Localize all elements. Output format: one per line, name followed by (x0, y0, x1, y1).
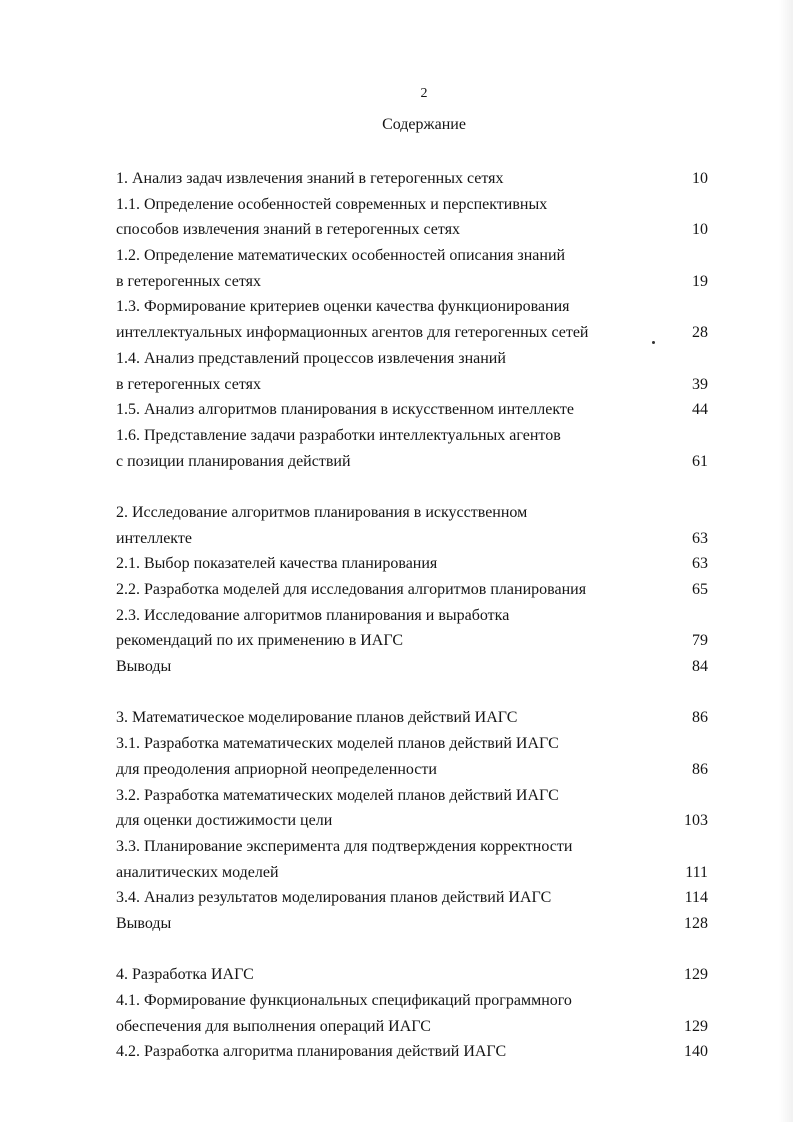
toc-page-number: 44 (692, 401, 708, 419)
toc-line (116, 654, 716, 680)
toc-entry-text: 2.3. Исследование алгоритмов планирования и выработка (116, 606, 510, 624)
toc-page-number: 10 (692, 170, 708, 187)
toc-entry-text: аналитических моделей (116, 863, 279, 881)
toc-line (116, 526, 716, 552)
toc-line (116, 860, 716, 886)
toc-entry-text: 3.3. Планирование эксперимента для подтверждения корректности (116, 837, 573, 855)
toc-line (116, 705, 716, 731)
toc-line (116, 962, 716, 988)
toc-page-number: 28 (692, 324, 708, 342)
toc-page-number: 63 (692, 555, 708, 573)
toc-page-number: 128 (684, 914, 708, 932)
toc-line (116, 372, 716, 398)
toc-line (116, 500, 716, 526)
toc-entry-text: Выводы (116, 914, 172, 932)
toc-page-number: 140 (684, 1043, 708, 1061)
toc-line (116, 320, 716, 346)
toc-entry-text: интеллекте (116, 529, 192, 547)
toc-entry-text: 1.3. Формирование критериев оценки качества функционирования (116, 298, 570, 316)
toc-entry-text: 4.1. Формирование функциональных спецификаций программного (116, 992, 572, 1009)
toc-entry-text: 3.4. Анализ результатов моделирования планов действий ИАГС (116, 889, 552, 907)
toc-page-number: 129 (684, 966, 708, 984)
toc-page-number: 86 (692, 760, 708, 778)
toc-line (116, 834, 716, 860)
toc-entry-text: 4. Разработка ИАГС (116, 966, 254, 984)
toc-line (116, 1039, 716, 1065)
toc-entry-text: обеспечения для выполнения операций ИАГС (116, 1017, 431, 1035)
section-gap (116, 474, 716, 500)
toc-entry-text: для преодоления априорной неопределенности (116, 760, 437, 778)
table-of-contents (116, 166, 716, 1065)
toc-page-number: 103 (684, 812, 708, 830)
toc-line (116, 757, 716, 783)
toc-page-number: 86 (692, 709, 708, 727)
toc-page-number: 129 (684, 1017, 708, 1035)
toc-line (116, 217, 716, 243)
toc-entry-text: 1.4. Анализ представлений процессов извлечения знаний (116, 349, 506, 367)
toc-page-number: 79 (692, 632, 708, 650)
toc-line (116, 885, 716, 911)
toc-entry-text: рекомендаций по их применению в ИАГС (116, 632, 404, 650)
toc-line (116, 423, 716, 449)
toc-entry-text: 2.1. Выбор показателей качества планирования (116, 555, 438, 573)
toc-line (116, 628, 716, 654)
toc-line (116, 397, 716, 423)
toc-page-number: 10 (692, 221, 708, 239)
toc-entry-text: 3.1. Разработка математических моделей планов действий ИАГС (116, 735, 559, 753)
toc-entry-text: в гетерогенных сетях (116, 375, 261, 393)
toc-line (116, 166, 716, 192)
toc-entry-text: 3.2. Разработка математических моделей планов действий ИАГС (116, 786, 559, 804)
toc-page-number: 63 (692, 529, 708, 547)
toc-page-number: 84 (692, 658, 708, 676)
toc-entry-text: 1.6. Представление задачи разработки интеллектуальных агентов (116, 426, 561, 444)
toc-line (116, 346, 716, 372)
toc-entry-text: для оценки достижимости цели (116, 812, 333, 830)
toc-entry-text: 3. Математическое моделирование планов действий ИАГС (116, 709, 518, 727)
toc-page-number: 61 (692, 452, 708, 470)
toc-entry-text: 1.2. Определение математических особенностей описания знаний (116, 247, 566, 265)
toc-line (116, 1014, 716, 1040)
toc-entry-text: 1.5. Анализ алгоритмов планирования в искусственном интеллекте (116, 401, 574, 419)
toc-page-number: 65 (692, 581, 708, 598)
page-number: 2 (420, 86, 428, 101)
toc-entry-text: способов извлечения знаний в гетерогенных сетях (116, 221, 461, 239)
toc-entry-text: с позиции планирования действий (116, 452, 351, 470)
toc-entry-text: 1.1. Определение особенностей современных и перспективных (116, 195, 548, 213)
toc-line (116, 192, 716, 218)
toc-entry-text: 1. Анализ задач извлечения знаний в гетерогенных сетях (116, 170, 504, 187)
toc-line (116, 294, 716, 320)
toc-page-number: 114 (684, 889, 708, 907)
toc-entry-text: 4.2. Разработка алгоритма планирования действий ИАГС (116, 1043, 507, 1061)
toc-line (116, 911, 716, 937)
scan-shadow (779, 0, 793, 1122)
section-gap (116, 680, 716, 706)
toc-line (116, 783, 716, 809)
toc-page-number: 111 (685, 863, 708, 881)
toc-line (116, 603, 716, 629)
toc-line (116, 577, 716, 603)
toc-page-number: 19 (692, 272, 708, 290)
toc-entry-text: в гетерогенных сетях (116, 272, 261, 290)
toc-line (116, 551, 716, 577)
toc-entry-text: 2.2. Разработка моделей для исследования алгоритмов планирования (116, 581, 587, 598)
toc-page-number: 39 (692, 375, 708, 393)
toc-line (116, 269, 716, 295)
toc-line (116, 243, 716, 269)
page-title: Содержание (382, 116, 466, 133)
toc-entry-text: 2. Исследование алгоритмов планирования в искусственном (116, 503, 528, 521)
toc-line (116, 988, 716, 1014)
toc-entry-text: Выводы (116, 658, 172, 676)
toc-entry-text: интеллектуальных информационных агентов для гетерогенных сетей (116, 324, 589, 342)
section-gap (116, 937, 716, 963)
toc-line (116, 808, 716, 834)
toc-line (116, 731, 716, 757)
toc-line (116, 449, 716, 475)
